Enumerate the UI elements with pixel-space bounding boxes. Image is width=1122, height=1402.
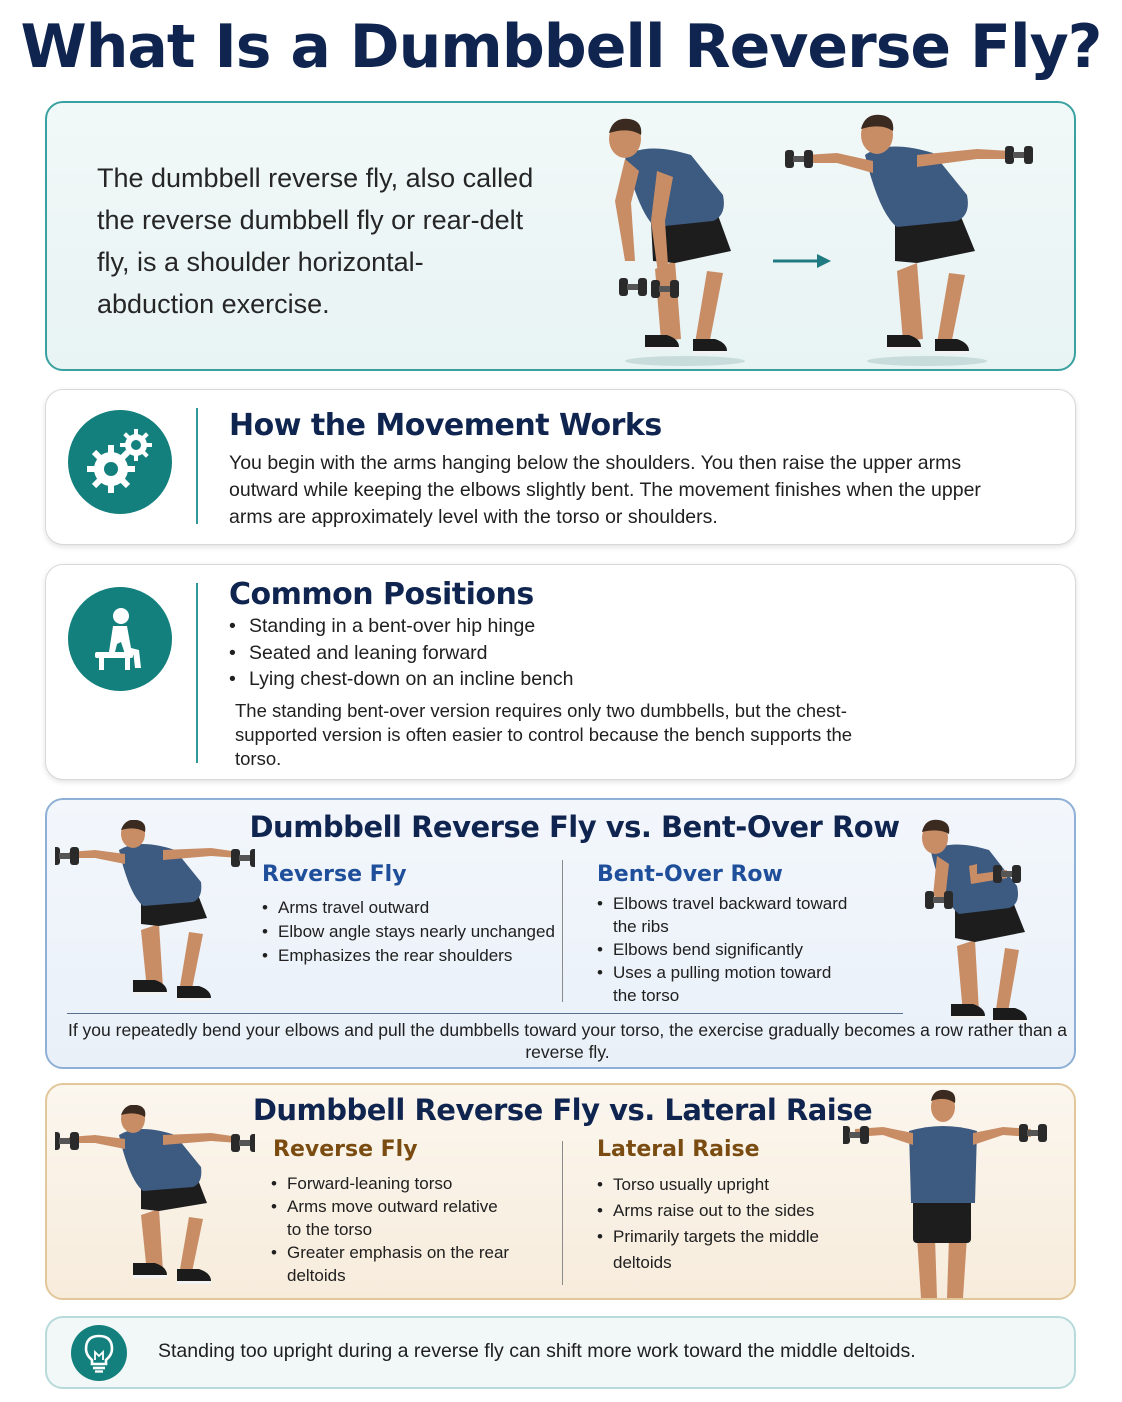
how-movement-heading: How the Movement Works [229,408,662,443]
list-item: • Uses a pulling motion toward the torso [597,961,857,1007]
page-title: What Is a Dumbbell Reverse Fly? [20,12,1102,82]
list-item: • Arms travel outward [262,896,562,920]
how-movement-card [45,389,1076,545]
list-item: • Arms move outward relative to the torso [271,1195,511,1241]
column-divider [562,1141,563,1285]
intro-card [45,101,1076,371]
divider [196,583,198,763]
lightbulb-icon [71,1325,127,1381]
start-position-figure [595,111,745,367]
reverse-fly-figure [55,820,255,1010]
list-item: • Elbows bend significantly [597,938,857,961]
reverse-fly-list [271,1172,511,1287]
vs-lateral-card [45,1083,1076,1300]
reverse-fly-heading: Reverse Fly [262,862,407,887]
lateral-raise-list [597,1172,847,1276]
reverse-fly-figure [55,1105,255,1291]
tip-card [45,1316,1076,1389]
divider [67,1013,903,1014]
how-movement-body: You begin with the arms hanging below the shoulders. You then raise the upper arms outward while keeping the elbows slightly bent. The movement finishes when the upper arms are approximately level with the torso or shoulders. [229,452,981,528]
vs-row-footer: If you repeatedly bend your elbows and pull the dumbbells toward your torso, the exercise gradually becomes a row rather than a reverse fly. [67,1020,1068,1062]
bent-over-row-figure [909,816,1039,1036]
list-item: • Torso usually upright [597,1172,847,1198]
lateral-raise-figure [843,1087,1049,1298]
positions-card [45,564,1076,780]
bent-over-row-heading: Bent-Over Row [597,862,783,887]
lateral-raise-heading: Lateral Raise [597,1137,760,1162]
bent-over-row-list [597,892,857,1007]
list-item: • Elbows travel backward toward the ribs [597,892,857,938]
list-item: • Seated and leaning forward [229,640,574,667]
reverse-fly-heading: Reverse Fly [273,1137,418,1162]
vs-row-heading: Dumbbell Reverse Fly vs. Bent-Over Row [249,810,900,844]
positions-heading: Common Positions [229,577,534,612]
positions-note: The standing bent-over version requires only two dumbbells, but the chest-supported version is often easier to control because the bench supports the torso. [235,700,853,769]
list-item: • Elbow angle stays nearly unchanged [262,920,562,944]
list-item: • Emphasizes the rear shoulders [262,944,562,968]
gears-icon [68,410,172,514]
list-item: • Lying chest-down on an incline bench [229,666,574,693]
divider [196,408,198,524]
column-divider [562,860,563,1002]
list-item: • Primarily targets the middle deltoids [597,1224,847,1276]
list-item: • Arms raise out to the sides [597,1198,847,1224]
vs-row-card [45,798,1076,1069]
seated-person-icon [68,587,172,691]
reverse-fly-list [262,896,562,968]
tip-text: Standing too upright during a reverse fly can shift more work toward the middle deltoids. [158,1340,916,1362]
intro-text: The dumbbell reverse fly, also called the reverse dumbbell fly or rear-delt fly, is a shoulder horizontal-abduction exercise. [97,163,534,319]
list-item: • Greater emphasis on the rear deltoids [271,1241,511,1287]
top-position-figure [777,105,1047,367]
positions-list [229,613,574,693]
list-item: • Standing in a bent-over hip hinge [229,613,574,640]
list-item: • Forward-leaning torso [271,1172,511,1195]
vs-lateral-heading: Dumbbell Reverse Fly vs. Lateral Raise [252,1093,873,1127]
